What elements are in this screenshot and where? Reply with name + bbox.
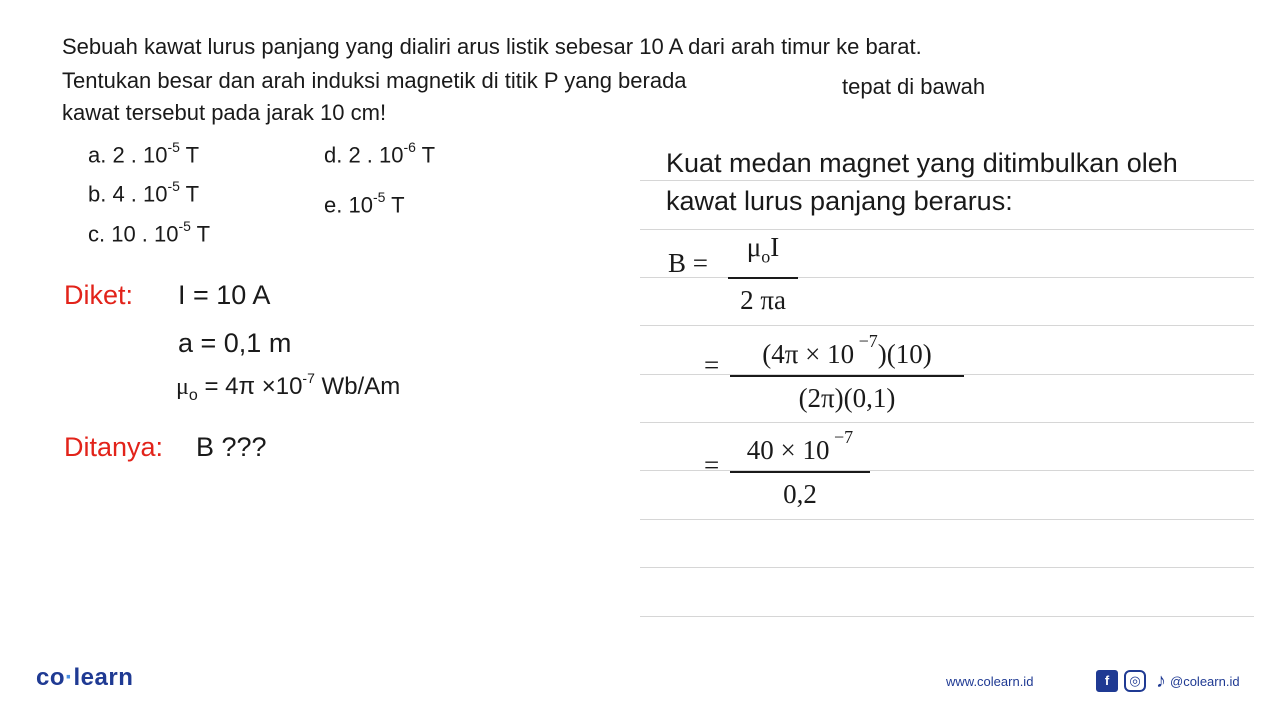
instagram-icon[interactable]: ◎ <box>1124 670 1146 692</box>
given-permeability: $\mu_o = 4\pi \times 10^{-7}$ Wb/Am <box>176 370 401 404</box>
website-link[interactable]: www.colearn.id <box>946 674 1034 689</box>
rule-line <box>640 422 1254 423</box>
option-d: d. 2 . $10^{-6}$ T <box>324 139 436 168</box>
rule-line <box>640 519 1254 520</box>
rule-line <box>640 325 1254 326</box>
rule-line <box>640 567 1254 568</box>
social-handle: @colearn.id <box>1170 674 1240 689</box>
question-line-2: Tentukan besar dan arah induksi magnetik di titik P yang berada <box>62 68 687 93</box>
social-icons <box>1096 670 1176 692</box>
facebook-icon[interactable]: f <box>1096 670 1118 692</box>
explanation-line-2: kawat lurus panjang berarus: <box>666 186 1013 216</box>
diket-label: Diket: <box>64 280 134 310</box>
option-e: e. $10^{-5}$ T <box>324 189 405 218</box>
ditanya-label: Ditanya: <box>64 432 164 462</box>
given-distance: a = 0,1 m <box>178 328 292 358</box>
question-line-3: kawat tersebut pada jarak 10 cm! <box>62 100 387 125</box>
explanation-line-1: Kuat medan magnet yang ditimbulkan oleh <box>666 148 1178 178</box>
equals-sign: = <box>704 350 720 380</box>
option-b: b. 4 . $10^{-5}$ T <box>88 178 200 207</box>
option-a: a. 2 . $10^{-5}$ T <box>88 139 200 168</box>
rule-line <box>640 616 1254 617</box>
formula-step-3: 40 × 10 $^{-7}$ 0,2 <box>730 426 870 511</box>
colearn-logo: co·learn <box>36 664 134 691</box>
tiktok-icon[interactable]: ♪ <box>1156 670 1166 692</box>
question-line-2-tail: tepat di bawah <box>842 74 986 99</box>
rule-line <box>640 180 1254 181</box>
given-current: I = 10 A <box>178 280 271 310</box>
question-line-1: Sebuah kawat lurus panjang yang dialiri arus listik sebesar 10 A dari arah timur ke barat. <box>62 34 922 59</box>
ditanya-value: B ??? <box>196 432 267 462</box>
option-c: c. 10 . $10^{-5}$ T <box>88 218 211 247</box>
formula-lhs: B = <box>668 248 708 278</box>
formula-step-1: $\mu_oI$ 2 πa <box>728 230 798 317</box>
formula-step-2: (4π × 10 $^{-7}$)(10) (2π)(0,1) <box>730 330 964 415</box>
equals-sign: = <box>704 450 720 480</box>
